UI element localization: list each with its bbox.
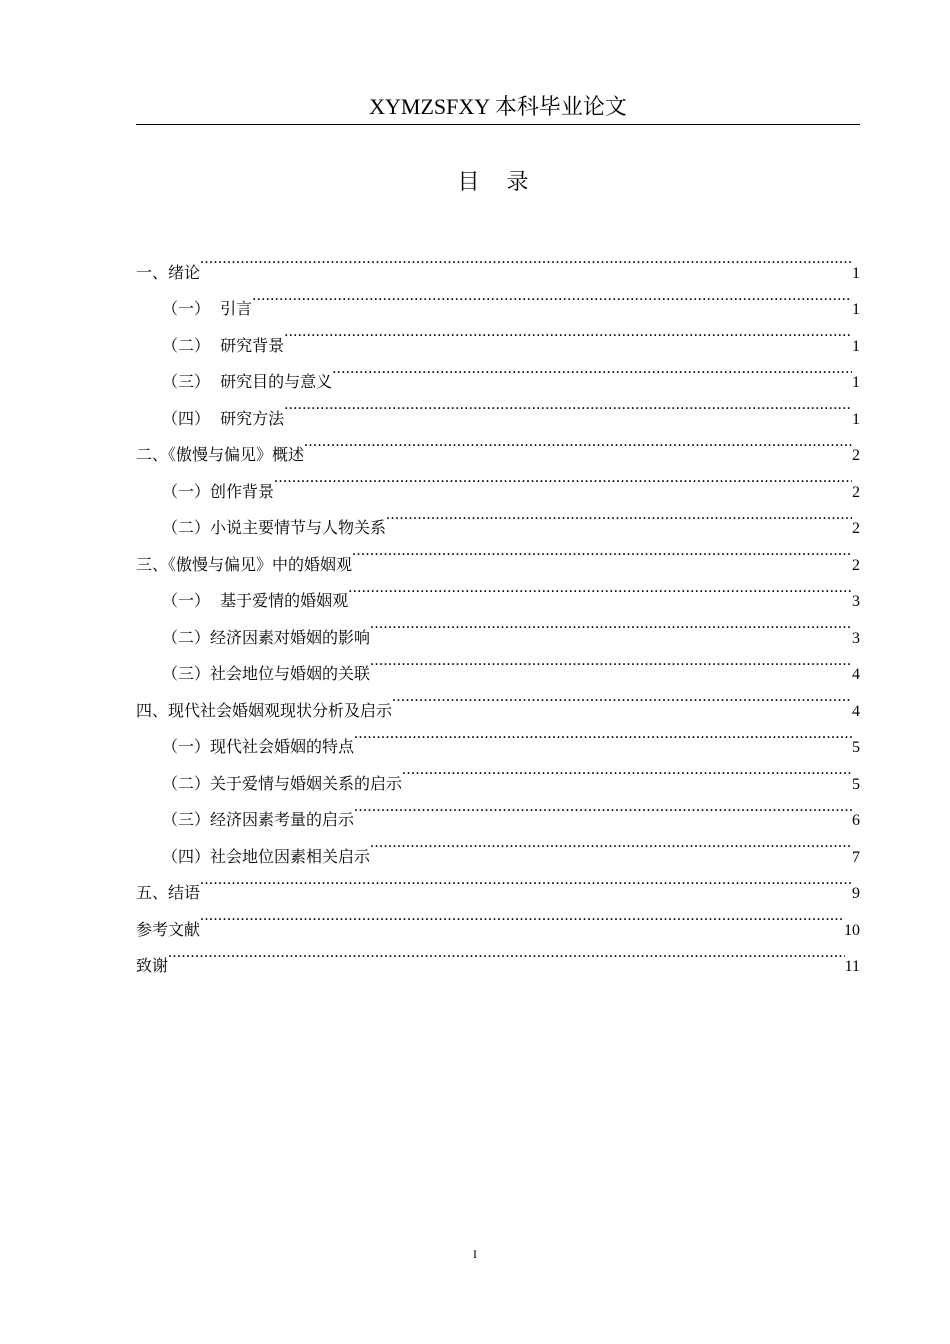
dot-leader [200,862,852,899]
dot-leader [370,825,852,862]
toc-entry[interactable] [136,862,860,902]
toc-entry-page: 1 [852,410,860,428]
table-of-contents [136,241,860,975]
toc-entry-label: （二） 研究背景 [162,335,285,355]
toc-entry-label: （四）社会地位因素相关启示 [162,846,371,866]
toc-entry-page: 1 [852,301,860,318]
toc-entry-page: 2 [852,520,860,537]
toc-entry-page: 2 [852,483,860,501]
dot-leader [392,679,852,716]
toc-entry-label: （三）经济因素考量的启示 [162,810,355,829]
toc-entry-page: 10 [844,921,860,939]
toc-entry-page: 4 [852,666,860,683]
toc-entry-page: 4 [852,702,860,720]
toc-entry-label: 二、《傲慢与偏见》概述 [136,445,305,464]
toc-entry-label: （一） 基于爱情的婚姻观 [162,591,349,610]
dot-leader [252,278,852,315]
dot-leader [200,898,844,935]
page-number: I [473,1247,477,1261]
dot-leader [200,241,852,278]
toc-entry-label: 三、《傲慢与偏见》中的婚姻观 [136,554,353,574]
dot-leader [402,752,852,789]
toc-entry[interactable] [136,898,860,939]
toc-entry-page: 5 [852,739,860,756]
toc-entry-label: （三） 研究目的与意义 [162,372,333,391]
toc-title: 目 录 [457,170,539,195]
dot-leader [332,351,852,388]
dot-leader [284,314,852,351]
dot-leader [386,497,852,534]
toc-entry-label: 四、现代社会婚姻观现状分析及启示 [136,700,393,720]
dot-leader [370,643,852,680]
toc-entry-page: 1 [852,374,860,391]
toc-entry-page: 2 [852,447,860,464]
toc-entry-label: （四） 研究方法 [162,408,285,428]
toc-entry-label: （二）经济因素对婚姻的影响 [162,627,371,647]
dot-leader [370,606,852,643]
dot-leader [304,424,852,461]
toc-entry-label: （一）创作背景 [162,481,275,501]
dot-leader [354,716,852,753]
toc-entry-label: 五、结语 [136,883,201,902]
dot-leader [168,935,845,972]
toc-entry-page: 2 [852,556,860,574]
toc-entry-page: 7 [852,848,860,866]
toc-entry-page: 6 [852,812,860,829]
toc-entry-page: 1 [852,337,860,355]
toc-entry-label: 致谢 [136,956,169,975]
dot-leader [354,789,852,826]
dot-leader [274,460,852,497]
toc-entry-label: （三）社会地位与婚姻的关联 [162,664,371,683]
toc-entry-page: 3 [852,593,860,610]
toc-entry-page: 1 [852,264,860,282]
toc-entry-label: （一） 引言 [162,299,253,318]
page-header: XYMZSFXY 本科毕业论文 [136,90,860,125]
toc-entry[interactable] [136,935,860,975]
dot-leader [352,533,852,570]
toc-entry-page: 5 [852,775,860,793]
dot-leader [348,570,852,607]
toc-entry-page: 3 [852,629,860,647]
toc-entry-label: （一）现代社会婚姻的特点 [162,737,355,756]
toc-entry-label: （二）关于爱情与婚姻关系的启示 [162,773,403,793]
toc-entry-label: （二）小说主要情节与人物关系 [162,518,387,537]
dot-leader [284,387,852,424]
toc-entry[interactable] [136,241,860,282]
toc-entry-label: 一、绪论 [136,262,201,282]
toc-entry[interactable] [136,278,860,318]
toc-entry-label: 参考文献 [136,919,201,939]
toc-entry-page: 11 [844,958,860,975]
toc-entry-page: 9 [852,885,860,902]
